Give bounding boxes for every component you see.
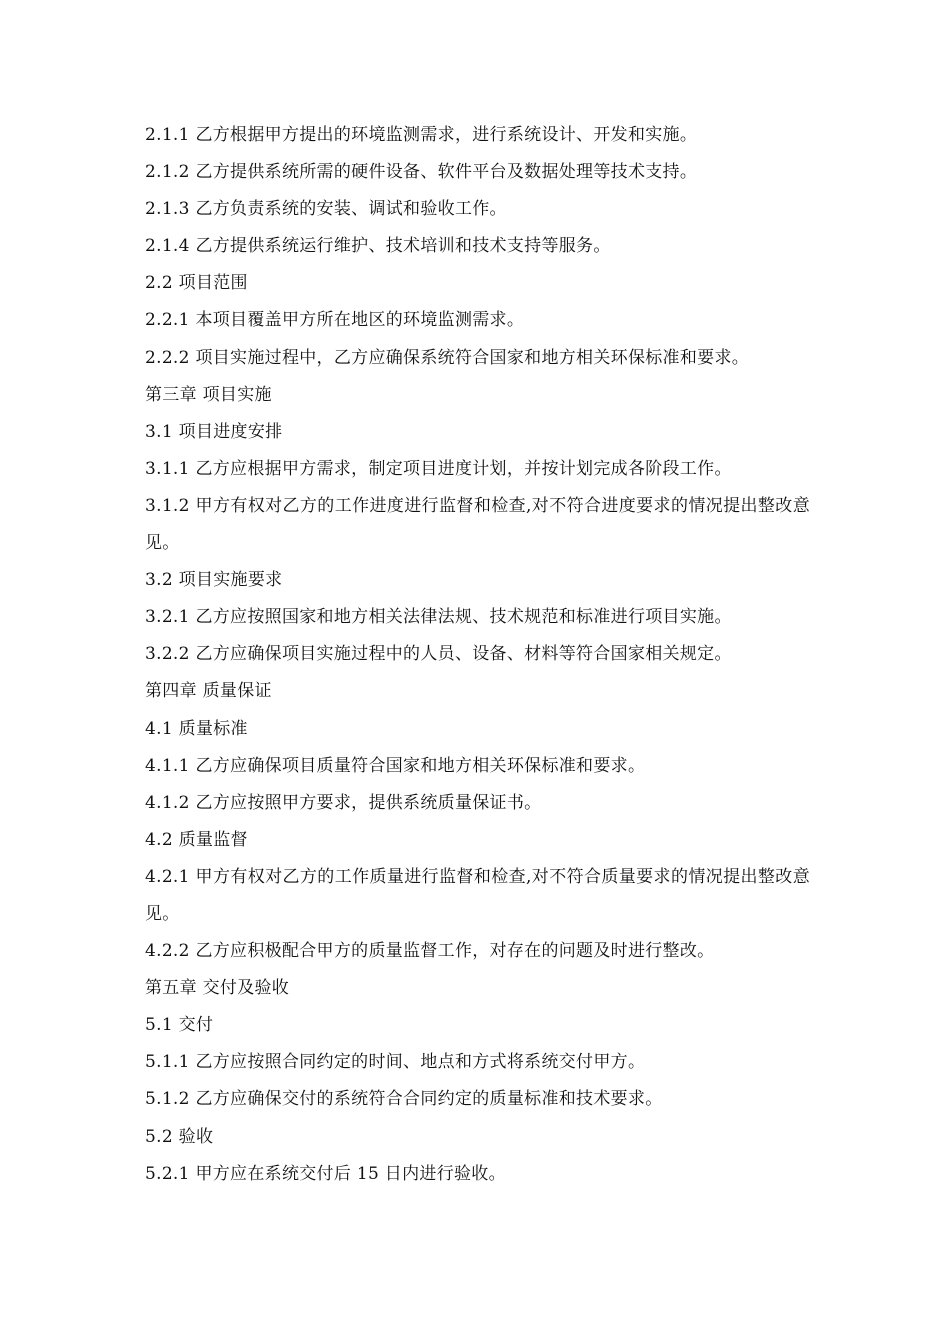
- section-4-1-heading: 4.1 质量标准: [145, 718, 248, 739]
- clause-4-2-2: 4.2.2 乙方应积极配合甲方的质量监督工作，对存在的问题及时进行整改。: [145, 941, 715, 962]
- clause-3-2-2: 3.2.2 乙方应确保项目实施过程中的人员、设备、材料等符合国家相关规定。: [145, 644, 732, 665]
- clause-4-1-2: 4.1.2 乙方应按照甲方要求，提供系统质量保证书。: [145, 792, 542, 813]
- clause-2-2-1: 2.2.1 本项目覆盖甲方所在地区的环境监测需求。: [145, 310, 525, 331]
- clause-2-1-4: 2.1.4 乙方提供系统运行维护、技术培训和技术支持等服务。: [145, 236, 611, 257]
- clause-5-1-2: 5.1.2 乙方应确保交付的系统符合合同约定的质量标准和技术要求。: [145, 1089, 663, 1110]
- clause-2-1-2: 2.1.2 乙方提供系统所需的硬件设备、软件平台及数据处理等技术支持。: [145, 162, 698, 183]
- chapter-3-heading: 第三章 项目实施: [145, 384, 272, 405]
- document-body: [145, 117, 810, 1193]
- section-4-2-heading: 4.2 质量监督: [145, 829, 248, 850]
- clause-3-1-2: 3.1.2 甲方有权对乙方的工作进度进行监督和检查,对不符合进度要求的情况提出整改意见。: [145, 495, 810, 554]
- clause-3-2-1: 3.2.1 乙方应按照国家和地方相关法律法规、技术规范和标准进行项目实施。: [145, 607, 732, 628]
- section-3-2-heading: 3.2 项目实施要求: [145, 570, 283, 591]
- chapter-5-heading: 第五章 交付及验收: [145, 978, 290, 999]
- chapter-4-heading: 第四章 质量保证: [145, 681, 272, 702]
- clause-4-1-1: 4.1.1 乙方应确保项目质量符合国家和地方相关环保标准和要求。: [145, 755, 646, 776]
- clause-4-2-1: 4.2.1 甲方有权对乙方的工作质量进行监督和检查,对不符合质量要求的情况提出整改意见。: [145, 866, 810, 924]
- section-5-1-heading: 5.1 交付: [145, 1015, 214, 1036]
- section-2-2-heading: 2.2 项目范围: [145, 273, 248, 294]
- clause-2-1-1: 2.1.1 乙方根据甲方提出的环境监测需求，进行系统设计、开发和实施。: [145, 125, 698, 145]
- clause-3-1-1: 3.1.1 乙方应根据甲方需求，制定项目进度计划，并按计划完成各阶段工作。: [145, 458, 732, 479]
- section-3-1-heading: 3.1 项目进度安排: [145, 421, 283, 442]
- clause-2-2-2: 2.2.2 项目实施过程中，乙方应确保系统符合国家和地方相关环保标准和要求。: [145, 347, 750, 368]
- clause-5-1-1: 5.1.1 乙方应按照合同约定的时间、地点和方式将系统交付甲方。: [145, 1052, 646, 1073]
- clause-5-2-1: 5.2.1 甲方应在系统交付后 15 日内进行验收。: [145, 1163, 506, 1184]
- section-5-2-heading: 5.2 验收: [145, 1126, 214, 1147]
- clause-2-1-3: 2.1.3 乙方负责系统的安装、调试和验收工作。: [145, 199, 507, 220]
